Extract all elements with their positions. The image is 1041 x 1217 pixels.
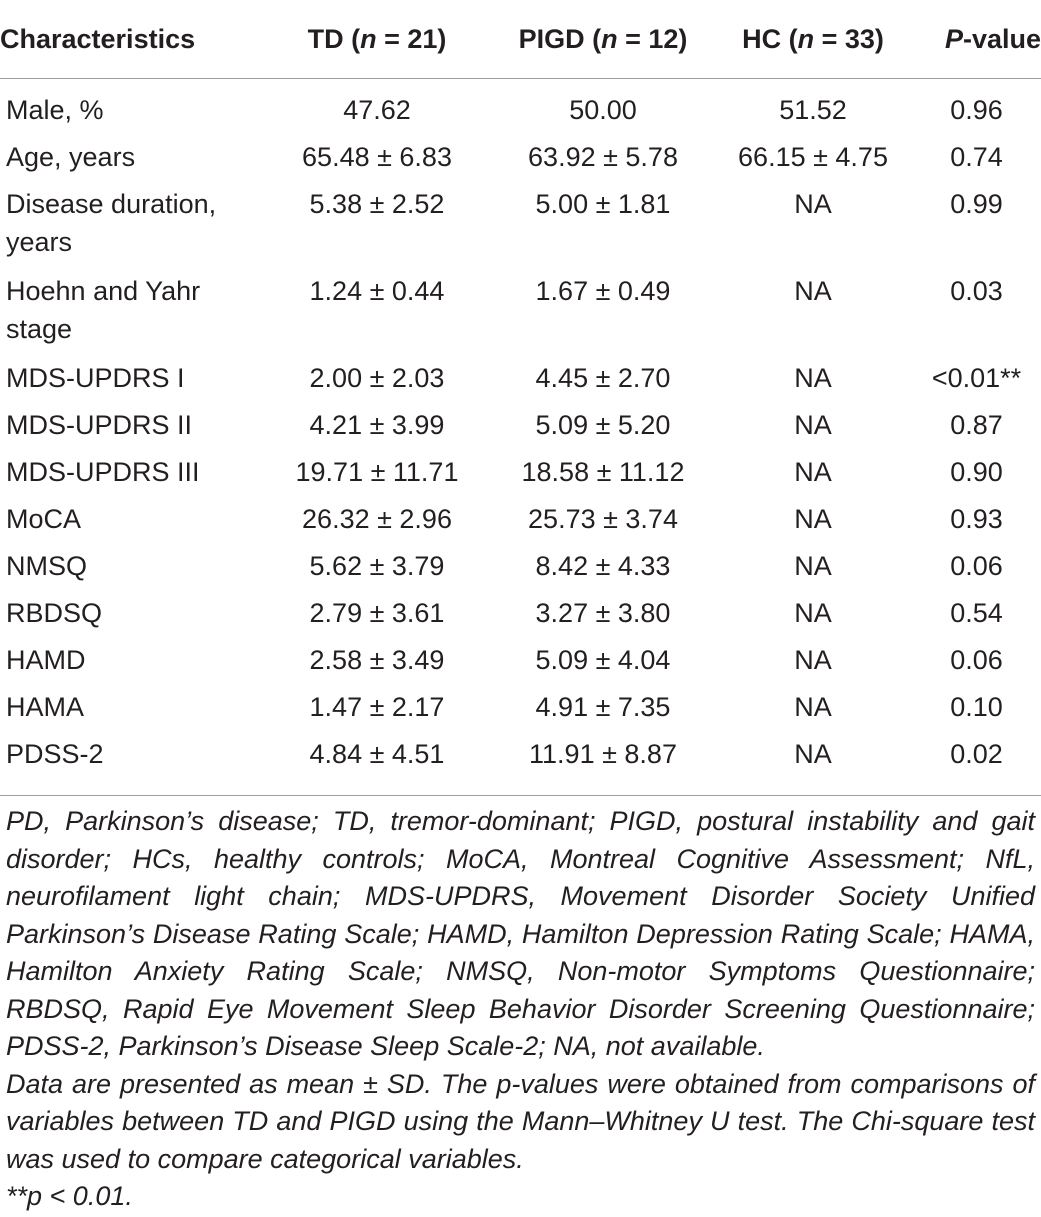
table-row [0, 272, 1041, 359]
td-value: 2.79 ± 3.61 [309, 598, 445, 628]
p-value: 0.90 [950, 457, 1003, 487]
table-row [0, 185, 1041, 272]
pigd-value: 5.09 ± 4.04 [535, 645, 671, 675]
header-characteristics: Characteristics [0, 0, 262, 79]
hc-value: NA [794, 504, 832, 534]
row-label: MDS-UPDRS I [6, 363, 185, 393]
pigd-value: 5.00 ± 1.81 [535, 189, 671, 219]
p-value: 0.02 [950, 739, 1003, 769]
p-value: 0.10 [950, 692, 1003, 722]
hc-value: NA [794, 598, 832, 628]
p-value: 0.74 [950, 142, 1003, 172]
pigd-value: 18.58 ± 11.12 [521, 457, 685, 487]
row-label: HAMA [6, 692, 85, 722]
td-value: 1.47 ± 2.17 [309, 692, 445, 722]
table-row [0, 688, 1041, 735]
row-label: Disease duration, years [6, 189, 217, 257]
significance-note: **p < 0.01. [6, 1181, 133, 1211]
methods-note: Data are presented as mean ± SD. The p-values were obtained from comparisons of variables between TD and PIGD using the Mann–Whitney U test. The Chi-square test was used to compare categorical variables. [6, 1068, 1035, 1174]
pigd-value: 50.00 [569, 95, 637, 125]
row-label: MDS-UPDRS II [6, 410, 193, 440]
table-row [0, 453, 1041, 500]
table-footnotes [6, 803, 1035, 1216]
td-value: 1.24 ± 0.44 [309, 276, 445, 306]
header-p-value: P-value [912, 0, 1041, 79]
row-label: HAMD [6, 645, 86, 675]
td-value: 4.84 ± 4.51 [309, 739, 445, 769]
p-value: 0.93 [950, 504, 1003, 534]
hc-value: NA [794, 692, 832, 722]
hc-value: NA [794, 276, 832, 306]
header-hc: HC (n = 33) [714, 0, 912, 79]
row-label: PDSS-2 [6, 739, 104, 769]
row-label: MDS-UPDRS III [6, 457, 200, 487]
row-label: MoCA [6, 504, 82, 534]
td-value: 26.32 ± 2.96 [302, 504, 452, 534]
pigd-value: 63.92 ± 5.78 [528, 142, 678, 172]
td-value: 19.71 ± 11.71 [295, 457, 459, 487]
table-row [0, 79, 1041, 139]
table-header-row [0, 0, 1041, 79]
table-row [0, 359, 1041, 406]
hc-value: NA [794, 645, 832, 675]
p-value: <0.01** [931, 363, 1022, 393]
pigd-value: 3.27 ± 3.80 [535, 598, 671, 628]
table-row [0, 500, 1041, 547]
pigd-value: 8.42 ± 4.33 [535, 551, 671, 581]
hc-value: NA [794, 189, 832, 219]
pigd-value: 25.73 ± 3.74 [528, 504, 678, 534]
row-label: NMSQ [6, 551, 87, 581]
pigd-value: 4.45 ± 2.70 [535, 363, 671, 393]
pigd-value: 4.91 ± 7.35 [535, 692, 671, 722]
table-row [0, 594, 1041, 641]
hc-value: 51.52 [779, 95, 847, 125]
table-row [0, 735, 1041, 789]
row-label: Hoehn and Yahr stage [6, 276, 201, 344]
table-row [0, 138, 1041, 185]
abbreviations-note: PD, Parkinson’s disease; TD, tremor-dominant; PIGD, postural instability and gait disorder; HCs, healthy controls; MoCA, Montreal Cognitive Assessment; NfL, neurofilament light chain; MDS-UPDRS, Movement Disorder Society Unified Parkinson’s Disease Rating Scale; HAMD, Hamilton Depression Rating Scale; HAMA, Hamilton Anxiety Rating Scale; NMSQ, Non-motor Symptoms Questionnaire; RBDSQ, Rapid Eye Movement Sleep Behavior Disorder Screening Questionnaire; PDSS-2, Parkinson’s Disease Sleep Scale-2; NA, not available. [6, 806, 1035, 1061]
pigd-value: 5.09 ± 5.20 [535, 410, 671, 440]
p-value: 0.06 [950, 645, 1003, 675]
hc-value: NA [794, 551, 832, 581]
table-row [0, 547, 1041, 594]
td-value: 47.62 [343, 95, 411, 125]
td-value: 65.48 ± 6.83 [302, 142, 452, 172]
td-value: 2.58 ± 3.49 [309, 645, 445, 675]
hc-value: NA [794, 363, 832, 393]
td-value: 5.62 ± 3.79 [309, 551, 445, 581]
hc-value: NA [794, 410, 832, 440]
p-value: 0.99 [950, 189, 1003, 219]
header-pigd: PIGD (n = 12) [492, 0, 714, 79]
row-label: RBDSQ [6, 598, 103, 628]
hc-value: NA [794, 739, 832, 769]
p-value: 0.54 [950, 598, 1003, 628]
hc-value: 66.15 ± 4.75 [738, 142, 888, 172]
pigd-value: 11.91 ± 8.87 [529, 739, 677, 769]
table-row [0, 641, 1041, 688]
td-value: 4.21 ± 3.99 [309, 410, 445, 440]
row-label: Male, % [6, 95, 104, 125]
footer-divider [0, 795, 1041, 796]
p-value: 0.96 [950, 95, 1003, 125]
p-value: 0.06 [950, 551, 1003, 581]
header-td: TD (n = 21) [262, 0, 492, 79]
row-label: Age, years [6, 142, 136, 172]
hc-value: NA [794, 457, 832, 487]
pigd-value: 1.67 ± 0.49 [535, 276, 671, 306]
td-value: 2.00 ± 2.03 [309, 363, 445, 393]
td-value: 5.38 ± 2.52 [309, 189, 445, 219]
p-value: 0.03 [950, 276, 1003, 306]
table-row [0, 406, 1041, 453]
p-value: 0.87 [950, 410, 1003, 440]
